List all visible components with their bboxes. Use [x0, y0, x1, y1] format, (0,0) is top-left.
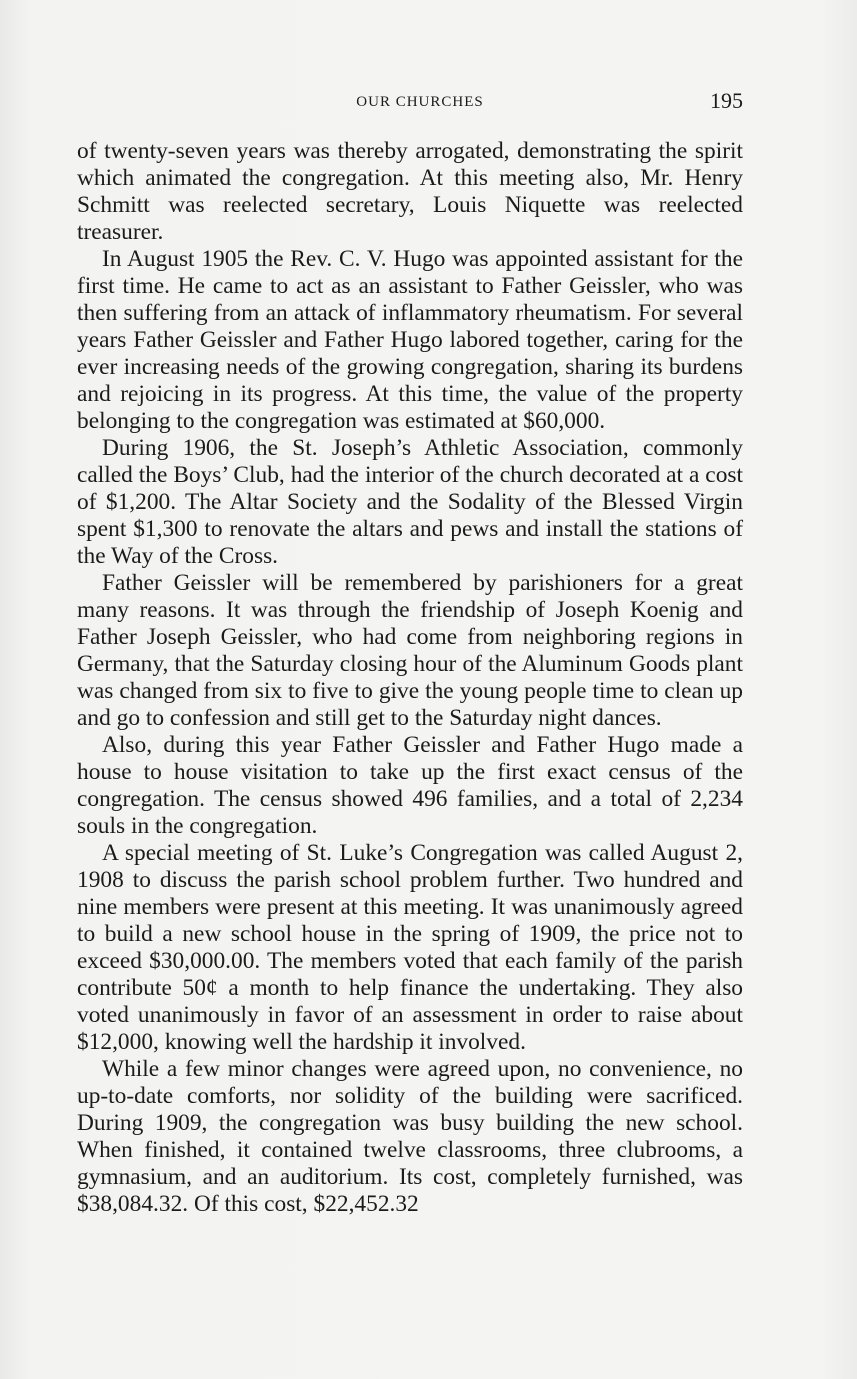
paragraph-3: During 1906, the St. Joseph’s Athletic Association, commonly called the Boys’ Club, had the interior of the church decorated at a cost of $1,200. The Altar Society and the Sodality of the Blessed Virgin spent $1,300 to renovate the altars and pews and install the stations of the Way of the Cross.: [77, 435, 743, 569]
running-header: [77, 88, 743, 118]
paragraph-4: Father Geissler will be remembered by parishioners for a great many reasons. It was through the friendship of Joseph Koenig and Father Joseph Geissler, who had come from neighboring regions in Germany, that the Saturday closing hour of the Aluminum Goods plant was changed from six to five to give the young people time to clean up and go to confession and still get to the Saturday night dances.: [77, 570, 743, 731]
paragraph-2: In August 1905 the Rev. C. V. Hugo was appointed assistant for the first time. He came to act as an assistant to Father Geissler, who was then suffering from an attack of inflammatory rheumatism. For several years Father Geissler and Father Hugo labored together, caring for the ever increasing needs of the growing congregation, sharing its burdens and rejoicing in its progress. At this time, the value of the property belonging to the congregation was estimated at $60,000.: [77, 246, 743, 434]
paragraph-6: A special meeting of St. Luke’s Congregation was called August 2, 1908 to discuss the parish school problem further. Two hundred and nine members were present at this meeting. It was unanimously agreed to build a new school house in the spring of 1909, the price not to exceed $30,000.00. The members voted that each family of the parish contribute 50¢ a month to help finance the undertaking. They also voted unanimously in favor of an assessment in order to raise about $12,000, knowing well the hardship it involved.: [77, 840, 743, 1055]
paragraph-5: Also, during this year Father Geissler and Father Hugo made a house to house visitation to take up the first exact census of the congregation. The census showed 496 families, and a total of 2,234 souls in the congregation.: [77, 732, 743, 839]
body-text: [77, 138, 743, 1218]
page-number: 195: [710, 88, 743, 113]
running-title: OUR CHURCHES: [356, 94, 484, 110]
paragraph-7: While a few minor changes were agreed upon, no convenience, no up-to-date comforts, nor solidity of the building were sacrificed. During 1909, the congregation was busy building the new school. When finished, it contained twelve classrooms, three clubrooms, a gymnasium, and an auditorium. Its cost, completely furnished, was $38,084.32. Of this cost, $22,452.32: [77, 1056, 743, 1217]
paragraph-1: of twenty-seven years was thereby arrogated, demonstrating the spirit which animated the congregation. At this meeting also, Mr. Henry Schmitt was reelected secretary, Louis Niquette was reelected treasurer.: [77, 138, 743, 245]
